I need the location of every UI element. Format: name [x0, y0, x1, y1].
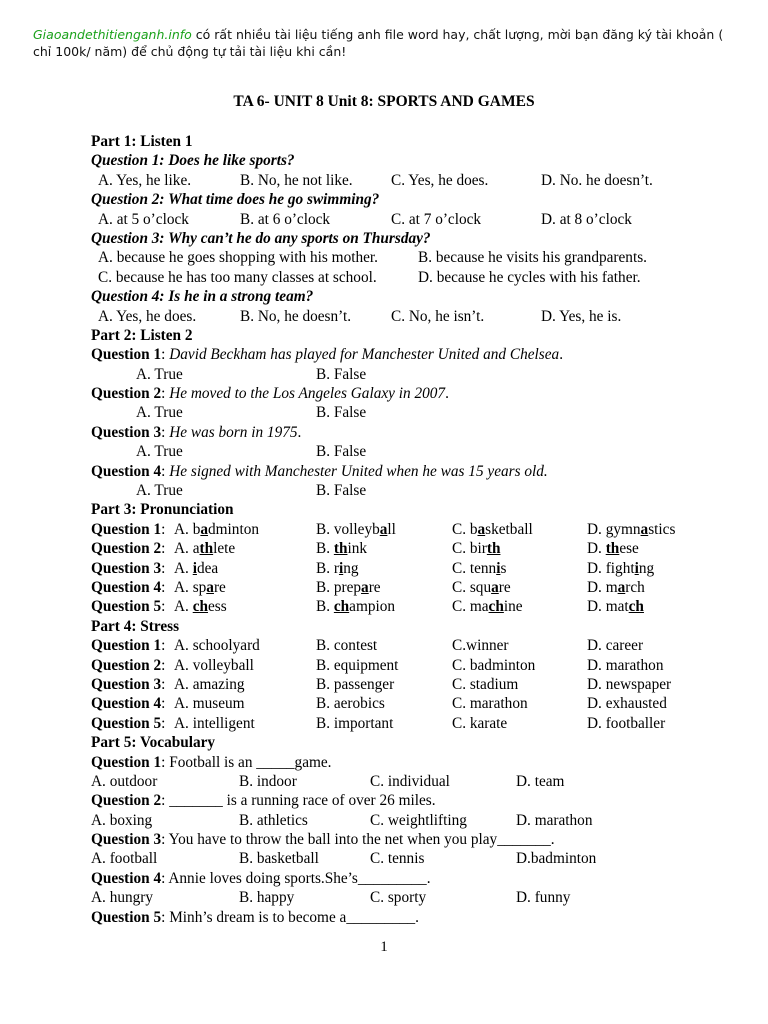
- option-post: dea: [196, 559, 219, 577]
- option-pre: A. a: [174, 540, 200, 558]
- option-post: ng: [638, 559, 655, 577]
- option-d: D. marathon: [587, 656, 664, 674]
- p1-question-2: Question 2: What time does he go swimming?: [91, 191, 380, 209]
- underlined-sound: a: [379, 520, 388, 538]
- option-post: sketball: [485, 520, 533, 538]
- option-a: A. at 5 o’clock: [98, 210, 189, 228]
- question-text: _______ is a running race of over 26 miles.: [169, 792, 436, 810]
- p2-q2-options: [91, 403, 731, 422]
- question-label: Question 1: [91, 753, 162, 771]
- option-c: C. tennis: [370, 850, 425, 868]
- option-a: A. True: [136, 482, 183, 500]
- option-d: [587, 559, 654, 578]
- option-pre: B.: [316, 540, 334, 558]
- underlined-sound: a: [206, 578, 214, 596]
- option-d: D. because he cycles with his father.: [418, 268, 641, 286]
- option-c: [452, 559, 506, 578]
- p3-question-5: Question 5: A. chess B. champion C. machine D. match: [91, 598, 644, 616]
- option-b: B. important: [316, 714, 394, 732]
- p5-q1-options: [91, 772, 731, 791]
- question-text: He was born in 1975: [169, 423, 298, 441]
- p5-question-3: Question 3: You have to throw the ball into the net when you play_______.: [91, 831, 555, 849]
- option-b: B. No, he doesn’t.: [240, 307, 352, 325]
- underlined-sound: a: [617, 578, 626, 596]
- option-post: ine: [503, 598, 523, 616]
- underlined-sound: th: [605, 540, 620, 558]
- p2-question-1: Question 1: David Beckham has played for Manchester United and Chelsea.: [91, 346, 564, 364]
- p4-question-4: Question 4: A. museum B. aerobics C. marathon D. exhausted: [91, 695, 667, 713]
- option-b: B. False: [316, 404, 367, 422]
- option-a: A. boxing: [91, 811, 153, 829]
- p1-q3-options-row1: [91, 248, 731, 267]
- option-a: [174, 520, 259, 539]
- option-d: D. funny: [516, 889, 571, 907]
- option-b: [316, 520, 396, 539]
- promo-banner: [33, 27, 733, 60]
- option-d: [587, 539, 639, 558]
- option-pre: A. sp: [174, 578, 207, 596]
- part3-heading: Part 3: Pronunciation: [91, 501, 234, 519]
- option-b: B. because he visits his grandparents.: [418, 249, 647, 267]
- p4-question-2: Question 2: A. volleyball B. equipment C. badminton D. marathon: [91, 656, 664, 674]
- option-c: C. individual: [370, 772, 450, 790]
- p5-question-4: Question 4: Annie loves doing sports.She’s_________.: [91, 869, 431, 887]
- option-b: B. No, he not like.: [240, 171, 353, 189]
- option-pre: D. gymn: [587, 520, 641, 538]
- p2-q1-options: [91, 365, 731, 384]
- option-a: A. True: [136, 404, 183, 422]
- option-c: C. No, he isn’t.: [391, 307, 485, 325]
- question-label: Question 3: [91, 675, 162, 693]
- option-a: [174, 539, 235, 558]
- question-label: Question 1: [91, 520, 162, 538]
- option-pre: B.: [316, 598, 334, 616]
- option-c: [452, 539, 500, 558]
- option-pre: D. fight: [587, 559, 635, 577]
- option-d: D. Yes, he is.: [541, 307, 622, 325]
- option-a: A. True: [136, 365, 183, 383]
- option-post: ese: [619, 540, 639, 558]
- question-text: Football is an _____game.: [169, 753, 332, 771]
- p3-question-4: Question 4: A. spare B. prepare C. square D. march: [91, 578, 645, 596]
- page-number: 1: [380, 939, 388, 955]
- option-pre: D. m: [587, 578, 618, 596]
- underlined-sound: i: [496, 559, 501, 577]
- option-d: [587, 520, 675, 539]
- p5-question-2: Question 2: _______ is a running race of over 26 miles.: [91, 792, 436, 810]
- underlined-sound: a: [200, 520, 209, 538]
- p4-question-1: Question 1: A. schoolyard B. contest C.winner D. career: [91, 637, 644, 655]
- underlined-sound: i: [192, 559, 197, 577]
- p4-question-5: Question 5: A. intelligent B. important C. karate D. footballer: [91, 714, 666, 732]
- question-label: Question 4: [91, 869, 162, 887]
- part2-heading: Part 2: Listen 2: [91, 326, 193, 344]
- p4-question-3: Question 3: A. amazing B. passenger C. stadium D. newspaper: [91, 675, 672, 693]
- question-label: Question 3: [91, 559, 162, 577]
- option-c: C. because he has too many classes at school.: [98, 268, 377, 286]
- option-b: B. aerobics: [316, 695, 385, 713]
- p5-q2-options: [91, 811, 731, 830]
- option-c: C. weightlifting: [370, 811, 467, 829]
- p1-question-3: Question 3: Why can’t he do any sports on Thursday?: [91, 229, 431, 247]
- underlined-sound: i: [634, 559, 639, 577]
- option-pre: C. squ: [452, 578, 492, 596]
- underlined-sound: a: [477, 520, 486, 538]
- question-text: David Beckham has played for Manchester United and Chelsea: [169, 346, 560, 364]
- question-label: Question 4: [91, 695, 162, 713]
- banner-text: có rất nhiều tài liệu tiếng anh file word hay, chất lượng, mời bạn đăng ký tài khoản ( chỉ 100k/ năm) để chủ động tự tải tài liệu khi cần!: [33, 27, 724, 59]
- option-post: lete: [213, 540, 236, 558]
- option-a: A. schoolyard: [174, 637, 260, 655]
- question-text: Minh’s dream is to become a_________.: [169, 908, 420, 926]
- underlined-sound: th: [333, 540, 348, 558]
- option-c: [452, 578, 511, 597]
- option-post: s: [500, 559, 507, 577]
- option-a: [174, 597, 227, 616]
- option-a: [174, 578, 226, 597]
- p1-question-4: Question 4: Is he in a strong team?: [91, 288, 314, 306]
- question-label: Question 3: [91, 831, 162, 849]
- part4-heading: Part 4: Stress: [91, 617, 180, 635]
- question-label: Question 2: [91, 792, 162, 810]
- option-c: C. stadium: [452, 675, 519, 693]
- p5-q4-options: [91, 888, 731, 907]
- question-label: Question 4: [91, 462, 162, 480]
- option-pre: D.: [587, 540, 606, 558]
- page-title: TA 6- UNIT 8 Unit 8: SPORTS AND GAMES: [233, 93, 535, 110]
- underlined-sound: a: [491, 578, 499, 596]
- option-d: D. newspaper: [587, 675, 672, 693]
- option-a: A. Yes, he like.: [98, 171, 192, 189]
- underlined-sound: ch: [192, 598, 209, 616]
- question-text: He signed with Manchester United when he was 15 years old.: [169, 462, 548, 480]
- option-b: B. passenger: [316, 675, 395, 693]
- option-c: C. karate: [452, 714, 508, 732]
- question-text: Annie loves doing sports.She’s_________.: [168, 869, 431, 887]
- option-post: re: [213, 578, 226, 596]
- part1-heading: Part 1: Listen 1: [91, 133, 193, 150]
- underlined-sound: a: [361, 578, 369, 596]
- p2-q4-options: [91, 481, 731, 500]
- option-a: A. intelligent: [174, 714, 255, 732]
- option-d: D. team: [516, 772, 565, 790]
- question-end: .: [445, 385, 449, 403]
- question-label: Question 2: [91, 656, 162, 674]
- underlined-sound: th: [486, 540, 501, 558]
- option-pre: A.: [174, 559, 193, 577]
- option-b: [316, 559, 359, 578]
- option-c: C. at 7 o’clock: [391, 210, 482, 228]
- option-d: D.badminton: [516, 850, 597, 868]
- option-d: D. at 8 o’clock: [541, 210, 632, 228]
- option-b: B. contest: [316, 637, 378, 655]
- question-end: .: [559, 346, 564, 364]
- option-b: B. False: [316, 482, 367, 500]
- p3-question-3: Question 3: A. idea B. ring C. tennis D. fighting: [91, 559, 655, 577]
- underlined-sound: ch: [333, 598, 350, 616]
- option-a: A. museum: [174, 695, 245, 713]
- option-pre: D. mat: [587, 598, 629, 616]
- question-text: You have to throw the ball into the net when you play_______.: [168, 831, 555, 849]
- option-post: ampion: [349, 598, 396, 616]
- p2-question-2: Question 2: He moved to the Los Angeles Galaxy in 2007.: [91, 385, 449, 403]
- option-pre: B. prep: [316, 578, 362, 596]
- p5-q3-options: [91, 849, 731, 868]
- option-pre: A. b: [174, 520, 201, 538]
- underlined-sound: th: [199, 540, 214, 558]
- site-link[interactable]: Giaoandethitienganh.info: [33, 27, 192, 42]
- option-pre: B. r: [316, 559, 339, 577]
- option-c: C.winner: [452, 637, 509, 655]
- option-b: B. athletics: [239, 811, 308, 829]
- question-label: Question 2: [91, 385, 162, 403]
- option-a: A. outdoor: [91, 772, 158, 790]
- option-pre: B. volleyb: [316, 520, 380, 538]
- option-c: C. badminton: [452, 656, 536, 674]
- option-pre: A.: [174, 598, 193, 616]
- option-c: [452, 597, 523, 616]
- option-c: C. Yes, he does.: [391, 171, 489, 189]
- p3-question-1: Question 1: A. badminton B. volleyball C. basketball D. gymnastics: [91, 520, 676, 538]
- p3-question-2: Question 2: A. athlete B. think C. birth D. these: [91, 540, 639, 558]
- question-label: Question 4: [91, 578, 162, 596]
- question-label: Question 2: [91, 540, 162, 558]
- option-a: A. volleyball: [174, 656, 254, 674]
- option-post: re: [498, 578, 511, 596]
- option-b: B. indoor: [239, 772, 297, 790]
- option-d: [587, 578, 645, 597]
- option-a: A. amazing: [174, 675, 245, 693]
- part5-heading: Part 5: Vocabulary: [91, 734, 216, 752]
- underlined-sound: i: [338, 559, 344, 577]
- option-pre: C. tenn: [452, 559, 497, 577]
- question-label: Question 1: [91, 637, 162, 655]
- p2-question-4: Question 4: He signed with Manchester United when he was 15 years old.: [91, 462, 548, 480]
- option-pre: C. bir: [452, 540, 487, 558]
- p2-q3-options: [91, 442, 731, 461]
- option-a: A. football: [91, 850, 158, 868]
- option-b: B. happy: [239, 889, 295, 907]
- option-a: A. True: [136, 443, 183, 461]
- option-b: [316, 578, 381, 597]
- option-d: D. footballer: [587, 714, 666, 732]
- option-pre: C. b: [452, 520, 478, 538]
- option-pre: C. ma: [452, 598, 489, 616]
- worksheet-content: [91, 132, 731, 927]
- option-b: B. False: [316, 365, 367, 383]
- underlined-sound: ch: [628, 598, 644, 616]
- p5-question-1: Question 1: Football is an _____game.: [91, 753, 332, 771]
- option-c: C. sporty: [370, 889, 427, 907]
- question-label: Question 1: [91, 346, 162, 364]
- option-post: ll: [387, 520, 396, 538]
- question-label: Question 5: [91, 908, 162, 926]
- option-b: [316, 597, 395, 616]
- question-label: Question 5: [91, 598, 162, 616]
- option-post: rch: [625, 578, 645, 596]
- p1-q1-options: [91, 171, 731, 190]
- p1-q4-options: [91, 307, 731, 326]
- option-c: C. marathon: [452, 695, 528, 713]
- option-c: [452, 520, 533, 539]
- option-a: A. Yes, he does.: [98, 307, 197, 325]
- option-b: B. at 6 o’clock: [240, 210, 331, 228]
- option-a: [174, 559, 218, 578]
- p1-q2-options: [91, 210, 731, 229]
- option-d: D. marathon: [516, 811, 593, 829]
- option-b: B. basketball: [239, 850, 319, 868]
- option-d: D. career: [587, 637, 644, 655]
- p1-q3-options-row2: [91, 268, 731, 287]
- p5-question-5: Question 5: Minh’s dream is to become a_________.: [91, 908, 420, 926]
- question-label: Question 5: [91, 714, 162, 732]
- question-text: He moved to the Los Angeles Galaxy in 2007: [169, 385, 446, 403]
- option-b: B. equipment: [316, 656, 399, 674]
- option-d: [587, 597, 644, 616]
- option-post: ess: [208, 598, 227, 616]
- option-post: re: [368, 578, 381, 596]
- option-d: D. No. he doesn’t.: [541, 171, 653, 189]
- option-a: A. because he goes shopping with his mother.: [98, 249, 378, 267]
- option-post: ink: [347, 540, 368, 558]
- option-d: D. exhausted: [587, 695, 667, 713]
- question-label: Question 3: [91, 423, 162, 441]
- option-post: stics: [648, 520, 676, 538]
- underlined-sound: ch: [488, 598, 504, 616]
- p1-question-1: Question 1: Does he like sports?: [91, 152, 295, 170]
- option-b: [316, 539, 367, 558]
- option-b: B. False: [316, 443, 367, 461]
- option-post: ng: [343, 559, 359, 577]
- underlined-sound: a: [640, 520, 649, 538]
- question-end: .: [297, 423, 302, 441]
- p2-question-3: Question 3: He was born in 1975.: [91, 423, 302, 441]
- option-post: dminton: [208, 520, 260, 538]
- option-a: A. hungry: [91, 889, 154, 907]
